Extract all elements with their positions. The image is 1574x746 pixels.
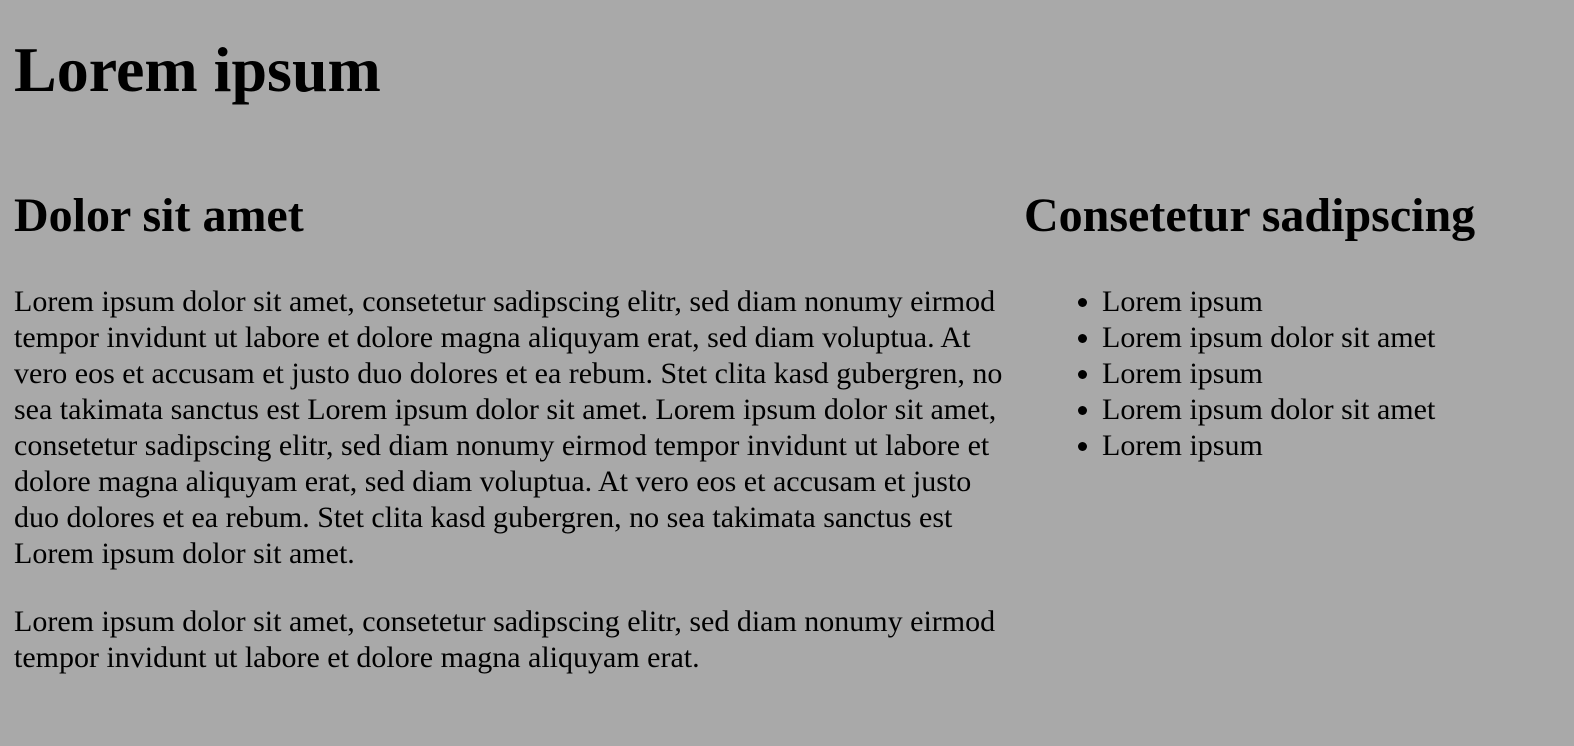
sidebar-heading: Consetetur sadipscing — [1024, 189, 1476, 242]
main-heading: Dolor sit amet — [14, 189, 304, 242]
page-title: Lorem ipsum — [14, 34, 381, 105]
body-paragraph: Lorem ipsum dolor sit amet, consetetur sadipscing elitr, sed diam nonumy eirmod tempor invidunt ut labore et dolore magna aliquyam erat. — [14, 605, 996, 674]
list-item: • Lorem ipsum — [1102, 356, 1564, 392]
body-paragraph: Lorem ipsum dolor sit amet, consetetur sadipscing elitr, sed diam nonumy eirmod tempor invidunt ut labore et dolore magna aliquyam erat, sed diam voluptua. At vero eos et accusam et justo duo dolores et ea rebum. Stet clita kasd gubergren, no sea takimata sanctus est Lorem ipsum dolor sit amet. Lorem ipsum dolor sit amet, consetetur sadipscing elitr, sed diam nonumy eirmod tempor invidunt ut labore et dolore magna aliquyam erat, sed diam voluptua. At vero eos et accusam et justo duo dolores et ea rebum. Stet clita kasd gubergren, no sea takimata sanctus est Lorem ipsum dolor sit amet. — [14, 285, 1003, 570]
list-item: • Lorem ipsum dolor sit amet — [1102, 320, 1564, 356]
main-content — [14, 186, 1004, 676]
sidebar — [1024, 186, 1564, 464]
bullet-list — [1024, 284, 1564, 464]
list-item: • Lorem ipsum — [1102, 428, 1564, 464]
list-item: • Lorem ipsum dolor sit amet — [1102, 392, 1564, 428]
list-item: • Lorem ipsum — [1102, 284, 1564, 320]
